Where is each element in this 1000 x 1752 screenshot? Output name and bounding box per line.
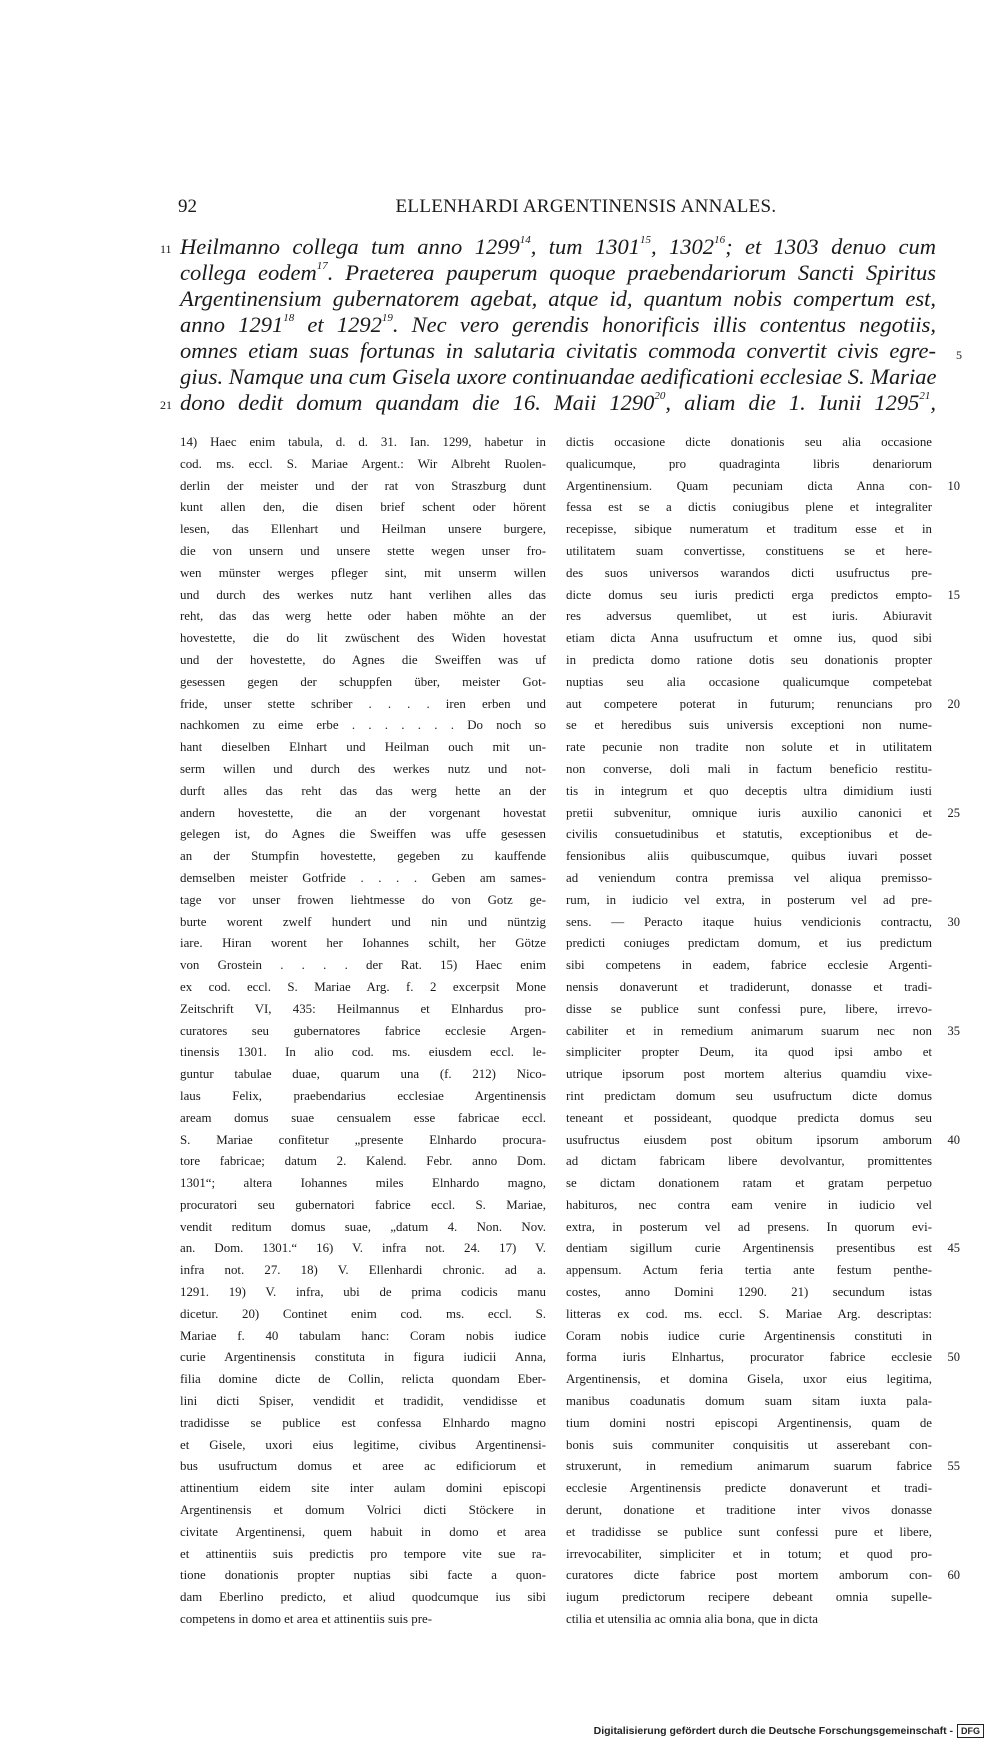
footnote-line: dicetur. 20) Continet enim cod. ms. eccl. S.: [180, 1306, 546, 1321]
footnote-line: serm willen und durch des werkes nutz und not-: [180, 761, 546, 776]
footnote-line-text: simpliciter propter Deum, ita quod ipsi ambo et: [566, 1045, 932, 1060]
footnote-line: demselben meister Gotfride . . . . Geben am sames-: [180, 870, 546, 885]
footnote-line: [566, 672, 932, 694]
footnote-marker: 14: [519, 234, 531, 246]
footnote-line-text: sens. — Peracto itaque huius vendicionis contractu,: [566, 914, 932, 929]
footnote-line: lesen, das Ellenhart und Heilman unsere burgere,: [180, 522, 546, 537]
footnote-line-text: se et heredibus suis universis exceptioni non nume-: [566, 718, 932, 733]
footnote-line-text: res adversus quemlibet, ut est iuris. Abiuravit: [566, 609, 932, 624]
footnote-line-text: tis in integrum et quo deceptis ultra dimidium iusti: [566, 783, 932, 798]
footnote-marker: 20: [654, 390, 666, 402]
footnote-line: [566, 1260, 932, 1282]
margin-line-number: 40: [947, 1132, 960, 1147]
footnote-line: [566, 541, 932, 563]
dfg-logo: DFG: [957, 1724, 984, 1738]
footnote-line: [566, 1609, 932, 1631]
footnote-line: laus Felix, praebendarius ecclesiae Argentinensis: [180, 1088, 546, 1103]
footnote-line: hant dieselben Elnhart und Heilman ouch mit un-: [180, 740, 546, 755]
footnote-line-text: pretii subvenitur, omnique iuris auxilio canonici et: [566, 805, 932, 820]
footnote-line: competens in domo et area et attinentiis suis pre-: [180, 1612, 433, 1627]
footnote-line-text: aut competere poterat in futurum; renuncians pro: [566, 696, 932, 711]
footnote-line: [566, 824, 932, 846]
footnote-marker: 15: [639, 234, 651, 246]
footnote-line-text: ctilia et utensilia ac omnia alia bona, que in dicta: [566, 1612, 818, 1627]
footnote-line-text: qualicumque, pro quadraginta libris denariorum: [566, 456, 932, 471]
footnote-line-text: habituros, nec contra eam venire in iudicio vel: [566, 1197, 932, 1212]
footnote-line: gesessen gegen der schuppfen über, meister Got-: [180, 674, 546, 689]
footnote-line-text: cabiliter et in remedium animarum suarum nec non: [566, 1023, 932, 1038]
footnote-line-text: usufructus eiusdem post obitum ipsorum amborum: [566, 1132, 932, 1147]
margin-line-number: 45: [947, 1241, 960, 1256]
footnote-line: [566, 1326, 932, 1348]
footnote-line-text: bonis suis communiter conquisitis ut asserebant con-: [566, 1437, 932, 1452]
footnote-line: von Grostein . . . . der Rat. 15) Haec enim: [180, 958, 546, 973]
main-text-line: [180, 364, 936, 390]
footnote-line: [566, 846, 932, 868]
main-text-line: [160, 234, 937, 260]
footnote-line: [566, 1544, 932, 1566]
footnote-line-text: civilis consuetudinibus et statutis, exceptionibus et de-: [566, 827, 932, 842]
footnote-line-text: etiam dicta Anna usufructum et omne ius, quod sibi: [566, 631, 932, 646]
footnote-line: [566, 977, 932, 999]
main-line-text: [180, 234, 936, 260]
footnote-line-text: ad veniendum contra premissa vel aliqua premisso-: [566, 870, 932, 885]
page-number: 92: [178, 196, 197, 217]
margin-line-number: 10: [947, 478, 960, 493]
footnote-line: und durch des werkes nutz hant verlihen alles das: [180, 587, 546, 602]
footnote-line: et attinentiis suis predictis pro tempore vite sue ra-: [180, 1546, 546, 1561]
footnote-line: nachkomen zu eime erbe . . . . . . . Do noch so: [180, 718, 546, 733]
footnote-line-text: litteras ex cod. ms. eccl. S. Mariae Arg. descriptas:: [566, 1306, 932, 1321]
footnote-line: tinensis 1301. In alio cod. ms. eiusdem eccl. le-: [180, 1045, 546, 1060]
footnote-line: bus usufructum domus et aree ac edificiorum et: [180, 1459, 546, 1474]
text-run: Heilmanno collega tum anno 1299: [180, 234, 520, 259]
footnote-line: [566, 759, 932, 781]
main-line-text: [180, 260, 936, 286]
footnote-line: [566, 890, 932, 912]
footnote-line: [566, 715, 932, 737]
footnote-line: [566, 1522, 932, 1544]
footnote-line: [566, 1413, 932, 1435]
footnote-marker: 18: [283, 312, 295, 324]
text-run: , tum 1301: [530, 234, 640, 259]
footnote-line-text: sibi competens in eadem, fabrice ecclesie Argenti-: [566, 958, 932, 973]
footnote-line-text: dicte domus seu iuris predicti erga predictos empto-: [566, 587, 932, 602]
footnote-line-text: forma iuris Elnhartus, procurator fabrice ecclesie: [566, 1350, 932, 1365]
footnote-line: [566, 454, 932, 476]
running-title: ELLENHARDI ARGENTINENSIS ANNALES.: [395, 196, 777, 217]
footnote-line: infra not. 27. 18) V. Ellenhardi chronic. ad a.: [180, 1263, 546, 1278]
footnote-line: kunt allen den, die disen brief schent oder hörent: [180, 500, 546, 515]
footnote-line: und der hovestette, do Agnes die Sweiffen was uf: [180, 652, 546, 667]
footnote-line: [566, 1391, 932, 1413]
text-run: et 1292: [294, 312, 382, 337]
main-text: [160, 234, 962, 416]
footnote-line: [566, 519, 932, 541]
footnote-line-text: utrique ipsorum post mortem alterius quamdiu vixe-: [566, 1067, 932, 1082]
footnote-line-text: non converse, doli mali in factum beneficio restitu-: [566, 761, 932, 776]
footnote-line-text: curatores dicte fabrice post mortem amborum con-: [566, 1568, 932, 1583]
text-run: ; et 1303 denuo cum: [725, 234, 937, 259]
footnote-line-text: rint predictam domum seu usufructum dicte domus: [566, 1088, 932, 1103]
footnote-line: [566, 650, 932, 672]
margin-line-number: 5: [956, 348, 962, 362]
footnote-line: vendit reditum domus suae, „datum 4. Non. Nov.: [180, 1219, 546, 1234]
footnote-line: 1291. 19) V. infra, ubi de prima codicis manu: [180, 1285, 546, 1300]
margin-line-number: 60: [947, 1568, 960, 1583]
footnote-line: [566, 1500, 932, 1522]
main-line-text: [180, 286, 936, 312]
footnote-line-text: manibus coadunatis domum suam sitam iuxta pala-: [566, 1394, 932, 1409]
footnote-line: [566, 1151, 932, 1173]
text-run: . Praeterea pauperum quoque praebendariorum Sancti Spiritus: [327, 260, 936, 285]
footnote-line: andern hovestette, die an der vorgenant hovestat: [180, 805, 546, 820]
footnote-line: 14) Haec enim tabula, d. d. 31. Ian. 1299, habetur in: [180, 435, 546, 449]
footnote-line-text: dentiam sigillum curie Argentinensis presentibus est: [566, 1241, 932, 1256]
footnote-line: tradidisse se publice est confessa Elnhardo magno: [180, 1415, 546, 1430]
main-line-text: [180, 312, 936, 338]
text-run: dono dedit domum quandam die 16. Maii 1290: [180, 390, 655, 415]
footnote-line-text: Argentinensis, et domina Gisela, uxor eius legitima,: [566, 1372, 932, 1387]
footnote-line: civitate Argentinensi, quem habuit in domo et area: [180, 1524, 546, 1539]
margin-line-number: 20: [947, 696, 960, 711]
margin-line-number: 21: [160, 398, 172, 412]
text-run: gius. Namque una cum Gisela uxore continuandae aedificationi ecclesiae S. Mariae: [180, 364, 937, 389]
footnote-line: [566, 781, 932, 803]
footnote-line-text: se dictam donationem ratam et gratam perpetuo: [566, 1176, 932, 1191]
text-run: , aliam die 1. Iunii 1295: [665, 390, 920, 415]
text-run: anno 1291: [180, 312, 284, 337]
footnote-line: [566, 912, 960, 934]
footnote-line-text: teneant et possideant, quodque predicta domus seu: [566, 1110, 932, 1125]
footnote-line: reht, das das werg hette oder haben möhte an der: [180, 609, 546, 624]
footnote-marker: 17: [316, 260, 328, 272]
text-run: Argentinensium gubernatorem agebat, atque id, quantum nobis compertum est,: [180, 286, 936, 311]
footnote-line: [566, 606, 932, 628]
footnote-line-text: Argentinensium. Quam pecuniam dicta Anna con-: [566, 478, 932, 493]
main-text-line: [160, 390, 937, 416]
footnote-line: [566, 1456, 960, 1478]
footnote-line: [566, 1347, 960, 1369]
footnote-line: [566, 1086, 932, 1108]
footnote-line: tore fabricae; datum 2. Kalend. Febr. anno Dom.: [180, 1154, 546, 1169]
main-text-line: [180, 338, 962, 364]
footnote-line: die von unsern und unsere stette wegen unser fro-: [180, 543, 546, 558]
footnote-line: [566, 1042, 932, 1064]
footnote-line: guntur tabulae duae, quarum una (f. 212) Nico-: [180, 1067, 546, 1082]
footnote-line: [566, 1565, 960, 1587]
footnote-line-text: nuptias seu alia occasione qualicumque competebat: [566, 674, 932, 689]
footnote-line-text: irrevocabiliter, simpliciter et in totum; et quod pro-: [566, 1546, 932, 1561]
footnote-line: [566, 563, 932, 585]
footnote-line: tione donationis propter nuptias sibi facte a quon-: [180, 1568, 546, 1583]
footnote-line: S. Mariae confitetur „presente Elnhardo procura-: [180, 1132, 546, 1147]
footnote-line: [566, 1369, 932, 1391]
footnote-line: lini dicti Spiser, vendidit et tradidit, vendidisse et: [180, 1394, 546, 1409]
footnote-line: aream domus suae censualem esse fabricae eccl.: [180, 1110, 546, 1125]
footnote-line: 1301“; altera Iohannes miles Elnhardo magno,: [180, 1176, 546, 1191]
footnote-line: [566, 628, 932, 650]
footnote-line-text: appensum. Actum feria tertia ante festum penthe-: [566, 1263, 932, 1278]
footnote-marker: 16: [714, 234, 726, 246]
margin-line-number: 11: [160, 242, 172, 256]
footnote-line: [566, 955, 932, 977]
footnote-line-text: in predicta domo ratione dotis seu donationis propter: [566, 652, 932, 667]
credit-text: Digitalisierung gefördert durch die Deutsche Forschungsgemeinschaft -: [593, 1725, 953, 1737]
footnote-line: [566, 999, 932, 1021]
footnote-line-text: et tradidisse se publice sunt confessi pure et libere,: [566, 1524, 932, 1539]
footnote-line: [566, 1478, 932, 1500]
text-run: omnes etiam suas fortunas in salutaria civitatis commoda convertit civis egre-: [180, 338, 936, 363]
footnote-line: [566, 585, 960, 607]
footnote-line-text: disse se publice sunt confessi pure, libere, irrevo-: [566, 1001, 932, 1016]
footnote-line: [566, 497, 932, 519]
footnote-line: curatores seu gubernatores fabrice ecclesie Argen-: [180, 1023, 546, 1038]
footnote-line: iare. Hiran worent her Iohannes schilt, her Götze: [180, 936, 546, 951]
footnote-line-text: des suos universos warandos dicti usufructus pre-: [566, 565, 932, 580]
footnote-line: an. Dom. 1301.“ 16) V. infra not. 24. 17) V.: [180, 1241, 546, 1256]
margin-line-number: 15: [947, 587, 960, 602]
text-run: , 1302: [650, 234, 715, 259]
footnotes-left-column: [180, 432, 546, 1631]
footnote-line-text: iugum predictorum recipere debeant omnia supelle-: [566, 1590, 932, 1605]
footnote-line: [566, 868, 932, 890]
footnote-line: [566, 803, 960, 825]
footnote-line: [566, 432, 932, 454]
footnote-line: [566, 1238, 960, 1260]
main-text-line: [180, 260, 936, 286]
footnote-line: fride, unser stette schriber . . . . iren erben und: [180, 696, 546, 711]
footnote-line: Argentinensis et domum Volrici dicti Stöckere in: [180, 1503, 546, 1518]
footnote-line: [566, 1108, 932, 1130]
page-header: [178, 196, 934, 220]
footnote-line: cod. ms. eccl. S. Mariae Argent.: Wir Albreht Ruolen-: [180, 456, 546, 471]
footnote-line-text: fessa est se a dictis coniugibus plene et integraliter: [566, 500, 932, 515]
footnote-line: [566, 1021, 960, 1043]
footnote-line-text: Coram nobis iudice curie Argentinensis constituti in: [566, 1328, 932, 1343]
footnotes-right-column: [566, 432, 960, 1631]
footnote-line: tage vor unser frowen liehtmesse do von Gotz ge-: [180, 892, 546, 907]
text-run: ,: [930, 390, 937, 415]
footnote-line: procuratori seu gubernatori fabrice eccl. S. Mariae,: [180, 1197, 546, 1212]
footnote-line-text: rum, in iudicio vel extra, in posterum vel ad pre-: [566, 892, 932, 907]
footnote-line: gelegen ist, do Agnes die Sweiffen was uffe gesessen: [180, 827, 546, 842]
margin-line-number: 25: [947, 805, 960, 820]
footnote-line-text: fensionibus aliis quibuscumque, quibus iuvari posset: [566, 849, 932, 864]
footnote-line: Mariae f. 40 tabulam hanc: Coram nobis iudice: [180, 1328, 546, 1343]
footnote-line: [566, 1130, 960, 1152]
footnote-line-text: recepisse, sibique numeratum et traditum esse et in: [566, 522, 932, 537]
footnote-line: Zeitschrift VI, 435: Heilmannus et Elnhardus pro-: [180, 1001, 546, 1016]
footnote-line: [566, 1304, 932, 1326]
footnote-line: [566, 1064, 932, 1086]
footnote-line: durft alles das reht das das werg hette an der: [180, 783, 546, 798]
footnote-line-text: dictis occasione dicte donationis seu alia occasione: [566, 435, 932, 449]
footnote-line-text: predicti coniuges predictam domum, et ius predictum: [566, 936, 932, 951]
main-line-text: [180, 338, 936, 364]
main-line-text: [180, 364, 936, 390]
footnote-line: [566, 737, 932, 759]
footnote-line: wen münster werges pfleger sint, mit unserm willen: [180, 565, 546, 580]
footnote-line: [566, 1217, 932, 1239]
footnote-line-text: ad dictam fabricam libere devolvantur, promittentes: [566, 1154, 932, 1169]
footnote-line: [566, 476, 960, 498]
footnote-line: [566, 1195, 932, 1217]
margin-line-number: 55: [947, 1459, 960, 1474]
footnote-line-text: derunt, donatione et traditione inter vivos donasse: [566, 1503, 932, 1518]
main-line-text: [180, 390, 936, 416]
footnote-line: an der Stumpfin hovestette, gegeben zu kauffende: [180, 849, 546, 864]
footnote-line-text: utilitatem suam convertisse, constituens se et here-: [566, 543, 932, 558]
margin-line-number: 50: [947, 1350, 960, 1365]
footnote-line: [566, 1435, 932, 1457]
digitization-credit: [594, 1724, 984, 1738]
margin-line-number: 35: [947, 1023, 960, 1038]
footnote-line-text: tium domini nostri episcopi Argentinensis, quam de: [566, 1415, 932, 1430]
text-run: . Nec vero gerendis honorificis illis contentus negotiis,: [392, 312, 936, 337]
footnote-line: [566, 694, 960, 716]
footnote-line-text: rate pecunie non tradite non solute et in utilitatem: [566, 740, 932, 755]
footnote-line: [566, 1587, 932, 1609]
footnote-line: filia domine dicte de Collin, relicta quondam Eber-: [180, 1372, 546, 1387]
footnote-line: [566, 933, 932, 955]
footnote-line: hovestette, die do lit zwüschent des Widen hovestat: [180, 631, 546, 646]
footnote-marker: 19: [381, 312, 393, 324]
main-text-line: [180, 312, 936, 338]
footnote-line: [566, 1173, 932, 1195]
footnote-line: et Gisele, uxori eius legitime, civibus Argentinensi-: [180, 1437, 546, 1452]
footnote-line: [566, 1282, 932, 1304]
footnote-line-text: extra, in posterum vel ad presens. In quorum evi-: [566, 1219, 932, 1234]
footnote-line-text: costes, anno Domini 1290. 21) secundum istas: [566, 1285, 932, 1300]
footnote-line-text: ecclesie Argentinensis predicte donaverunt et tradi-: [566, 1481, 932, 1496]
main-text-line: [180, 286, 936, 312]
footnote-line: curie Argentinensis constituta in figura iudicii Anna,: [180, 1350, 546, 1365]
margin-line-number: 30: [947, 914, 960, 929]
footnote-line-text: struxerunt, in remedium animarum suarum fabrice: [566, 1459, 932, 1474]
text-run: collega eodem: [180, 260, 317, 285]
footnote-line: attinentium eidem site inter aulam domini episcopi: [180, 1481, 546, 1496]
footnote-marker: 21: [919, 390, 931, 402]
footnote-line: burte worent zwelf hundert und nin und nüntzig: [180, 914, 546, 929]
footnote-line: dam Eberlino predicto, et aliud quodcumque ius sibi: [180, 1590, 546, 1605]
footnote-line-text: nensis donaverunt et tradiderunt, donasse et tradi-: [566, 979, 932, 994]
footnote-line: ex cod. eccl. S. Mariae Arg. f. 2 excerpsit Mone: [180, 979, 546, 994]
footnote-line: derlin der meister und der rat von Straszburg dunt: [180, 478, 546, 493]
